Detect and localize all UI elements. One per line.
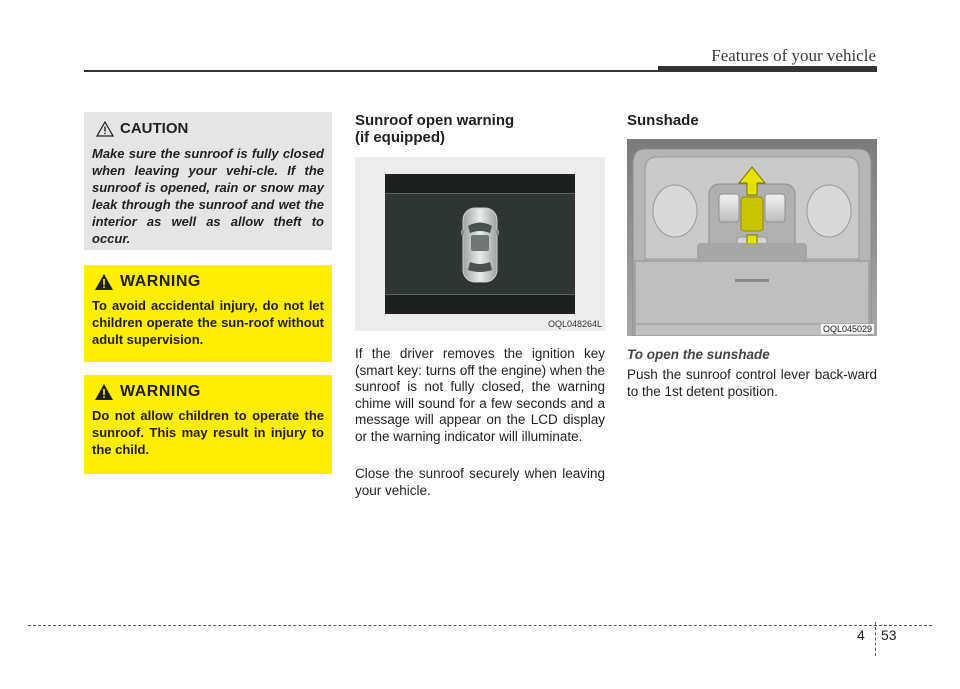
caution-title: CAUTION [120, 120, 189, 137]
sunroof-warning-paragraph: If the driver removes the ignition key (smart key: turns off the engine) when the sunroof is not fully closed, the warning chime will sound for a few seconds and a message will appear on the LCD display or the warning indicator will illuminate. [355, 346, 605, 444]
warning-header [94, 383, 324, 401]
footer-rule [28, 625, 932, 626]
heading-line: (if equipped) [355, 129, 445, 146]
warning-triangle-icon [94, 383, 114, 401]
caution-triangle-icon [96, 121, 114, 137]
open-sunshade-subheading: To open the sunshade [627, 347, 770, 362]
heading-line: Sunroof open warning [355, 112, 515, 129]
section-title: Features of your vehicle [711, 46, 876, 65]
caution-box [84, 112, 332, 250]
warning-header [94, 273, 324, 291]
close-sunroof-paragraph: Close the sunroof securely when leaving your vehicle. [355, 466, 605, 498]
caution-text: Make sure the sunroof is fully closed when leaving your vehi-cle. If the sunroof is opened, rain or snow may leak through the sunroof and wet the interior as well as allow theft to occur. [92, 146, 324, 246]
page-number: 53 [881, 627, 897, 643]
lcd-figure [355, 157, 605, 331]
overhead-console-illustration [627, 139, 877, 336]
car-top-view-icon [460, 206, 500, 284]
figure-code: OQL048264L [547, 319, 602, 329]
header-rule-accent [658, 66, 877, 72]
overhead-console-figure [627, 139, 877, 336]
sunshade-paragraph: Push the sunroof control lever back-ward to the 1st detent position. [627, 367, 877, 399]
lcd-bottom-bar [385, 294, 575, 314]
lcd-top-bar [385, 174, 575, 194]
warning-triangle-icon [94, 273, 114, 291]
lcd-display [385, 174, 575, 314]
warning-title: WARNING [120, 273, 201, 290]
sunshade-heading: Sunshade [627, 112, 699, 129]
page-number-divider [875, 622, 876, 656]
warning-box-2 [84, 375, 332, 474]
warning-text: Do not allow children to operate the sunroof. This may result in injury to the child. [92, 408, 324, 457]
warning-text: To avoid accidental injury, do not let children operate the sun-roof without adult supervision. [92, 298, 324, 347]
chapter-number: 4 [857, 627, 865, 643]
warning-box-1 [84, 265, 332, 362]
sunroof-warning-heading [355, 112, 605, 146]
caution-header [96, 120, 324, 137]
warning-title: WARNING [120, 383, 201, 400]
figure-code: OQL045029 [822, 324, 872, 334]
